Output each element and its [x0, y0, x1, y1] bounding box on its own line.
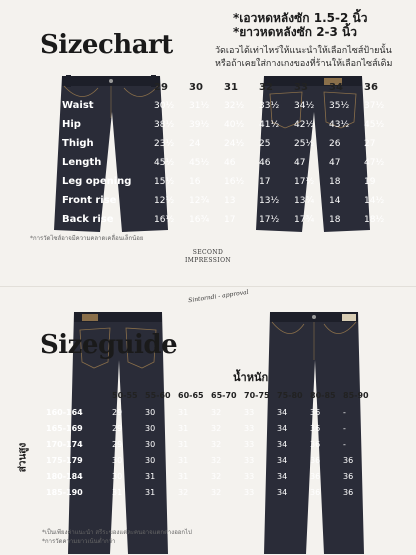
measure-label: Leg opening — [62, 176, 132, 187]
table-cell: 16½ — [224, 176, 245, 187]
table-cell: 32 — [211, 487, 222, 497]
weight-header: 60-65 — [178, 391, 204, 400]
size-header: 30 — [189, 82, 203, 93]
table-cell: 31 — [145, 471, 156, 481]
table-cell: 47 — [329, 157, 341, 168]
weight-header: 70-75 — [244, 391, 270, 400]
table-cell: 47½ — [364, 157, 385, 168]
sizeguide-table — [46, 387, 376, 500]
table-cell: 47 — [294, 157, 306, 168]
measure-label: Length — [62, 157, 102, 168]
table-cell: 17¾ — [294, 214, 315, 225]
weight-header: 75-80 — [277, 391, 303, 400]
weight-header: 85-90 — [343, 391, 369, 400]
table-cell: 31 — [145, 487, 156, 497]
table-cell: 34 — [277, 487, 288, 497]
table-cell: 31 — [178, 455, 189, 465]
table-cell: 34½ — [294, 100, 315, 111]
height-label-cell: 160-164 — [46, 407, 83, 417]
table-cell: 31 — [178, 423, 189, 433]
table-row — [62, 191, 393, 210]
measure-advice-line-1: วัดเอวได้เท่าไหร่ให้แนะนำให้เลือกไซส์ป้ายนั้น — [215, 46, 392, 56]
table-cell: 24½ — [224, 138, 245, 149]
table-cell: 18 — [329, 214, 341, 225]
table-cell: 31 — [178, 471, 189, 481]
height-axis-label: ส่วนสูง — [17, 442, 29, 473]
table-cell: 17 — [259, 176, 271, 187]
size-header: 31 — [224, 82, 238, 93]
approval-signature: Sintorndi ‑ approval — [187, 288, 250, 305]
table-cell: 31 — [178, 407, 189, 417]
table-cell: 36 — [310, 471, 321, 481]
table-cell: 40½ — [224, 119, 245, 130]
table-cell: 33 — [244, 487, 255, 497]
table-cell: 32 — [211, 471, 222, 481]
table-cell: 46 — [224, 157, 236, 168]
table-cell: 36 — [310, 407, 321, 417]
table-cell: 36 — [310, 487, 321, 497]
table-cell: 30 — [145, 423, 156, 433]
table-row — [46, 468, 376, 484]
size-header: 33 — [294, 82, 308, 93]
table-cell: 23½ — [154, 138, 175, 149]
table-cell: 45½ — [364, 119, 385, 130]
height-label-cell: 185-190 — [46, 487, 83, 497]
table-cell: 36 — [343, 455, 354, 465]
table-cell: 39½ — [189, 119, 210, 130]
table-cell: 35½ — [329, 100, 350, 111]
table-cell: 18 — [329, 176, 341, 187]
table-cell: 33 — [244, 407, 255, 417]
table-cell: 30 — [145, 455, 156, 465]
table-cell: 17 — [224, 214, 236, 225]
table-cell: 33½ — [259, 100, 280, 111]
table-cell: 34 — [277, 423, 288, 433]
length-shrink-note: *ยาวหดหลังซัก 2-3 นิ้ว — [233, 25, 357, 39]
table-cell: 36 — [310, 455, 321, 465]
table-cell: 17½ — [259, 214, 280, 225]
table-cell: 42½ — [294, 119, 315, 130]
table-cell: 33 — [244, 439, 255, 449]
table-cell: 31½ — [189, 100, 210, 111]
table-cell: 37½ — [364, 100, 385, 111]
height-label-cell: 170-174 — [46, 439, 83, 449]
table-cell: 25½ — [294, 138, 315, 149]
brand-line-1: SECOND — [192, 249, 224, 256]
table-cell: 29 — [112, 423, 123, 433]
waist-shrink-note: *เอวหดหลังซัก 1.5-2 นิ้ว — [233, 11, 368, 25]
table-cell: - — [343, 407, 346, 417]
size-header: 29 — [154, 82, 168, 93]
table-cell: 15½ — [154, 176, 175, 187]
measure-label: Thigh — [62, 138, 94, 149]
table-cell: 34 — [277, 455, 288, 465]
measure-advice-line-2: หรือถ้าเคยใส่กางเกงของที่ร้านให้เลือกไซส์เดิม — [215, 59, 393, 69]
table-cell: 46 — [259, 157, 271, 168]
table-cell: 45½ — [154, 157, 175, 168]
table-cell: 13 — [224, 195, 236, 206]
table-row — [62, 172, 393, 191]
sizeguide-footnote-1: *เป็นเพียงค่าแนะนำ สรีระของแต่ละคนอาจแตกต่างออกไป — [42, 529, 192, 536]
table-cell: 38½ — [154, 119, 175, 130]
table-row — [62, 115, 393, 134]
brand-logo — [178, 249, 238, 265]
table-cell: 45½ — [189, 157, 210, 168]
weight-axis-label: น้ำหนัก — [233, 371, 269, 384]
measure-label: Hip — [62, 119, 81, 130]
height-label-cell: 165-169 — [46, 423, 83, 433]
table-cell: 30 — [112, 455, 123, 465]
table-cell: 33 — [244, 455, 255, 465]
table-cell: 12¾ — [189, 195, 210, 206]
table-cell: 30½ — [154, 100, 175, 111]
sizechart-table — [62, 79, 393, 229]
table-cell: 27 — [364, 138, 376, 149]
table-cell: 14½ — [364, 195, 385, 206]
table-cell: 14 — [329, 195, 341, 206]
sizeguide-title: Sizeguide — [40, 330, 178, 360]
table-row — [46, 484, 376, 500]
size-header: 34 — [329, 82, 343, 93]
table-cell: 30 — [145, 439, 156, 449]
size-header: 32 — [259, 82, 273, 93]
table-cell: 16¾ — [189, 214, 210, 225]
table-cell: 34 — [277, 407, 288, 417]
height-label-cell: 180-184 — [46, 471, 83, 481]
table-cell: 32 — [211, 455, 222, 465]
table-cell: 32 — [211, 407, 222, 417]
table-cell: 30 — [145, 407, 156, 417]
table-cell: 32 — [211, 423, 222, 433]
table-cell: 32 — [178, 487, 189, 497]
table-cell: 26 — [329, 138, 341, 149]
brand-line-2: IMPRESSION — [184, 257, 232, 264]
table-cell: 36 — [343, 471, 354, 481]
table-cell: 29 — [112, 407, 123, 417]
table-cell: 43½ — [329, 119, 350, 130]
weight-header-row — [46, 387, 376, 404]
table-cell: 32½ — [224, 100, 245, 111]
table-cell: 18½ — [364, 214, 385, 225]
table-cell: 34 — [277, 471, 288, 481]
measure-label: Back rise — [62, 214, 114, 225]
header-corner — [46, 387, 112, 404]
section-divider — [0, 286, 416, 287]
table-cell: 12½ — [154, 195, 175, 206]
table-row — [46, 404, 376, 420]
height-label-cell: 175-179 — [46, 455, 83, 465]
measure-label: Waist — [62, 100, 94, 111]
table-cell: 33 — [244, 471, 255, 481]
table-cell: - — [343, 423, 346, 433]
table-row — [62, 134, 393, 153]
table-row — [62, 96, 393, 115]
table-cell: 24 — [189, 138, 201, 149]
table-cell: 30 — [112, 471, 123, 481]
table-cell: 36 — [343, 487, 354, 497]
weight-header: 80-85 — [310, 391, 336, 400]
table-cell: 19 — [364, 176, 376, 187]
table-cell: 32 — [211, 439, 222, 449]
table-cell: - — [343, 439, 346, 449]
table-cell: 31 — [178, 439, 189, 449]
size-header: 36 — [364, 82, 378, 93]
table-cell: 41½ — [259, 119, 280, 130]
table-cell: 16 — [189, 176, 201, 187]
sizechart-footnote: *การวัดไซส์อาจมีความคลาดเคลื่อนเล็กน้อย — [30, 235, 144, 242]
table-row — [62, 210, 393, 229]
table-cell: 13¾ — [294, 195, 315, 206]
table-cell: 16½ — [154, 214, 175, 225]
table-row — [46, 436, 376, 452]
table-cell: 36 — [310, 439, 321, 449]
table-row — [46, 420, 376, 436]
header-corner — [62, 79, 148, 96]
weight-header: 65-70 — [211, 391, 237, 400]
table-row — [62, 153, 393, 172]
table-cell: 17½ — [294, 176, 315, 187]
table-cell: 34 — [277, 439, 288, 449]
measure-label: Front rise — [62, 195, 117, 206]
weight-header: 55-60 — [145, 391, 171, 400]
table-cell: 33 — [244, 423, 255, 433]
table-cell: 31 — [112, 487, 123, 497]
table-cell: 25 — [259, 138, 271, 149]
sizechart-title: Sizechart — [40, 30, 173, 60]
table-row — [46, 452, 376, 468]
table-cell: 29 — [112, 439, 123, 449]
size-header-row — [62, 79, 393, 96]
weight-header: 50-55 — [112, 391, 138, 400]
sizeguide-footnote-2: *การวัดความยาวเน้นต่ำกว่า — [42, 538, 116, 545]
table-cell: 36 — [310, 423, 321, 433]
table-cell: 13½ — [259, 195, 280, 206]
